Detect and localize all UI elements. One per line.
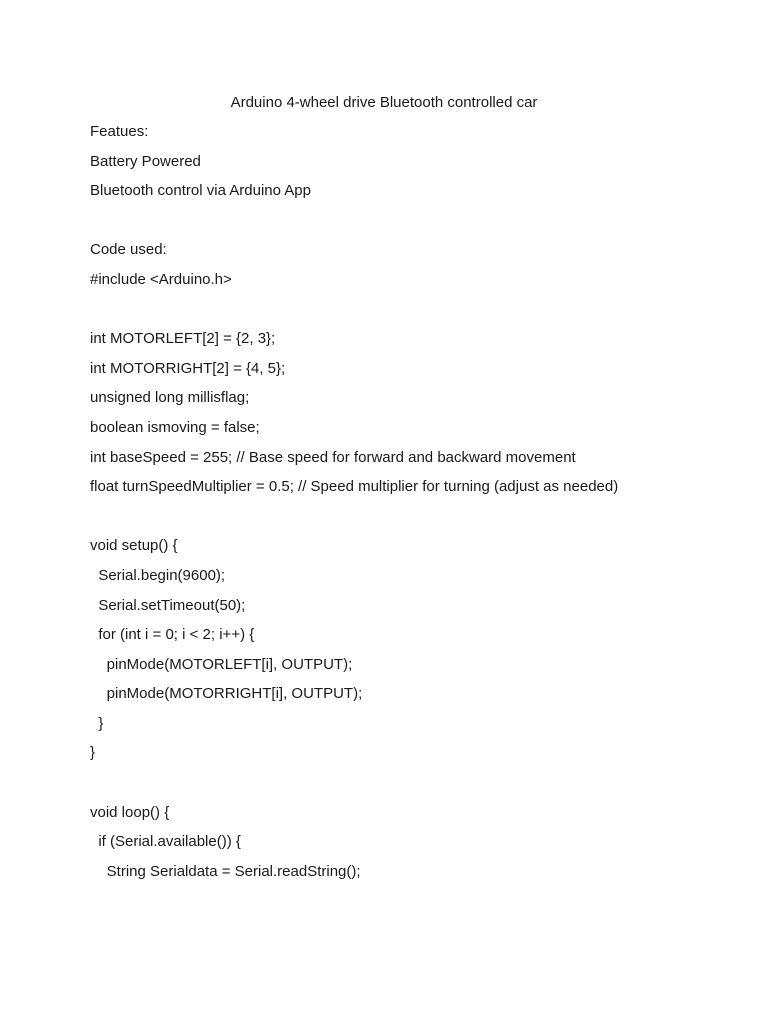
blank-line — [90, 507, 730, 537]
code-line: Serial.setTimeout(50); — [90, 596, 246, 614]
code-line: #include <Arduino.h> — [90, 270, 232, 288]
blank-line — [90, 773, 730, 803]
code-line: unsigned long millisflag; — [90, 389, 250, 407]
document-title: Arduino 4-wheel drive Bluetooth controlled car — [230, 94, 538, 111]
code-line: } — [90, 714, 104, 732]
code-line: int MOTORRIGHT[2] = {4, 5}; — [90, 359, 286, 377]
document-body — [90, 122, 730, 891]
code-line: pinMode(MOTORRIGHT[i], OUTPUT); — [90, 685, 363, 703]
code-line: void loop() { — [90, 803, 170, 821]
feature-item: Bluetooth control via Arduino App — [90, 182, 311, 200]
code-line: for (int i = 0; i < 2; i++) { — [90, 626, 255, 644]
code-line: float turnSpeedMultiplier = 0.5; // Speed multiplier for turning (adjust as needed) — [90, 478, 619, 496]
code-line: } — [90, 744, 96, 762]
blank-line — [90, 211, 730, 241]
features-heading: Featues: — [90, 123, 149, 140]
code-line: boolean ismoving = false; — [90, 418, 260, 436]
code-line: Serial.begin(9600); — [90, 566, 226, 584]
blank-line — [90, 300, 730, 330]
code-line: if (Serial.available()) { — [90, 833, 241, 851]
code-line: String Serialdata = Serial.readString(); — [90, 862, 361, 880]
code-heading: Code used: — [90, 241, 167, 259]
feature-item: Battery Powered — [90, 152, 201, 170]
code-line: int MOTORLEFT[2] = {2, 3}; — [90, 330, 276, 348]
code-line: void setup() { — [90, 537, 178, 555]
code-line: pinMode(MOTORLEFT[i], OUTPUT); — [90, 655, 353, 673]
code-line: int baseSpeed = 255; // Base speed for forward and backward movement — [90, 448, 576, 466]
